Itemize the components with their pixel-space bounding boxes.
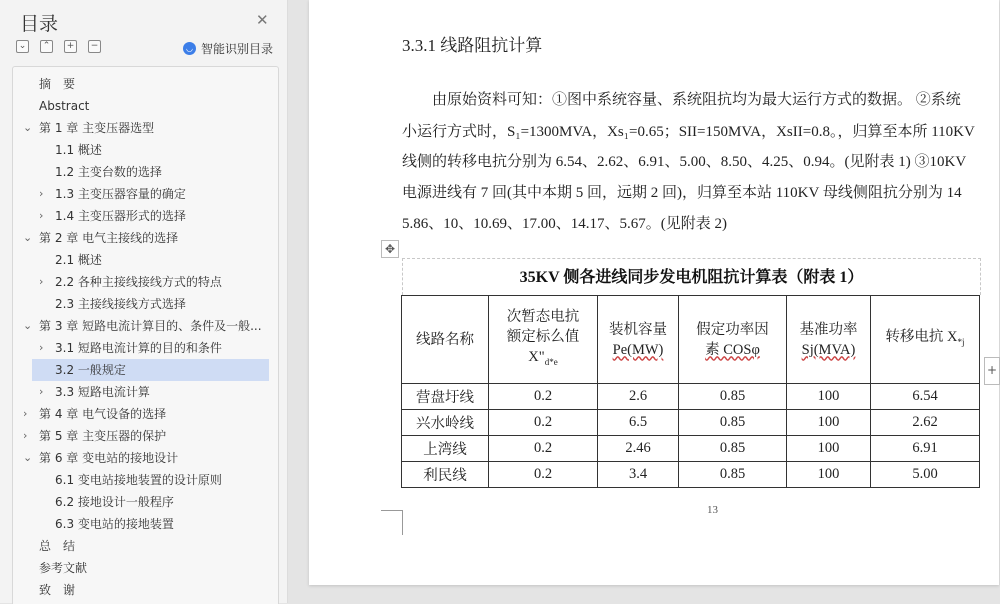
toc-item[interactable] <box>13 117 276 139</box>
collapse-all-icon[interactable]: ⌄ <box>16 40 29 53</box>
toc-item[interactable] <box>13 579 276 601</box>
smart-toc-icon: ◡ <box>183 42 196 55</box>
toc-item-label: 第 1 章 主变压器选型 <box>39 121 155 135</box>
document-page <box>309 0 999 585</box>
page-number: 13 <box>707 504 718 516</box>
table-cell: 0.85 <box>679 436 787 462</box>
smart-toc-label: 智能识别目录 <box>201 42 274 56</box>
toc-item[interactable] <box>13 293 276 315</box>
table-cell: 上湾线 <box>402 436 489 462</box>
paragraph-line: 电源进线有 7 回(其中本期 5 回，远期 2 回)，归算至本站 110KV 母线侧阻抗分别为 14 <box>402 185 962 201</box>
toc-item-label: 6.3 变电站的接地装置 <box>55 517 174 531</box>
table-cell: 0.85 <box>679 462 787 488</box>
table-cell: 0.85 <box>679 410 787 436</box>
toc-item-label: 3.2 一般规定 <box>55 363 126 377</box>
table-move-handle-icon[interactable]: ✥ <box>381 240 399 258</box>
table-cell: 2.46 <box>598 436 679 462</box>
toc-item-label: 摘 要 <box>39 77 76 91</box>
toc-item-label: 第 3 章 短路电流计算目的、条件及一般... <box>39 319 262 333</box>
toc-item[interactable] <box>13 381 276 403</box>
table-cell: 0.2 <box>489 436 598 462</box>
table-cell: 100 <box>787 436 871 462</box>
toc-item-label: 3.3 短路电流计算 <box>55 385 150 399</box>
paragraph-line: 5.86、10、10.69、17.00、14.17、5.67。(见附表 2) <box>402 216 727 232</box>
table-cell: 100 <box>787 462 871 488</box>
table-cell: 0.85 <box>679 384 787 410</box>
toc-item-label: Abstract <box>39 99 90 113</box>
toc-item[interactable] <box>32 359 269 381</box>
chevron-right-icon[interactable]: › <box>39 187 44 200</box>
close-icon[interactable]: ✕ <box>256 11 269 29</box>
chevron-right-icon[interactable]: › <box>39 385 44 398</box>
toc-item[interactable] <box>13 95 276 117</box>
header-cell: 装机容量 Pe(MW) <box>598 296 679 384</box>
table-cell: 0.2 <box>489 410 598 436</box>
table-cell: 5.00 <box>871 462 980 488</box>
paragraph-line: 小运行方式时，S₁=1300MVA，Xs₁=0.65；SII=150MVA，XsII=0.8。，归算至本所 110KV <box>402 124 975 140</box>
header-cell: 基准功率 Sj(MVA) <box>787 296 871 384</box>
chevron-right-icon[interactable]: › <box>23 407 28 420</box>
table-header-row <box>402 296 980 384</box>
toc-item-label: 致 谢 <box>39 583 76 597</box>
chevron-right-icon[interactable]: › <box>39 209 44 222</box>
table-cell: 0.2 <box>489 384 598 410</box>
toc-item-label: 第 6 章 变电站的接地设计 <box>39 451 179 465</box>
paragraph-line: 由原始资料可知：①图中系统容量、系统阻抗均为最大运行方式的数据。 ②系统 <box>402 92 961 108</box>
toc-item[interactable] <box>13 425 276 447</box>
table-cell: 2.6 <box>598 384 679 410</box>
table-row <box>402 384 980 410</box>
table-add-column-icon[interactable]: + <box>984 357 1000 385</box>
table-caption: 35KV 侧各进线同步发电机阻抗计算表（附表 1） <box>402 258 981 295</box>
table-cell: 100 <box>787 410 871 436</box>
toc-item-label: 参考文献 <box>39 561 88 575</box>
remove-icon[interactable]: − <box>88 40 101 53</box>
chevron-down-icon[interactable]: ⌄ <box>23 121 33 134</box>
toc-item-label: 6.2 接地设计一般程序 <box>55 495 174 509</box>
toc-item[interactable] <box>13 469 276 491</box>
table-body <box>402 384 980 488</box>
toc-item[interactable] <box>13 249 276 271</box>
page-corner-mark <box>381 510 403 535</box>
table-cell: 6.5 <box>598 410 679 436</box>
header-cell: 线路名称 <box>402 296 489 384</box>
toc-item-label: 第 4 章 电气设备的选择 <box>39 407 167 421</box>
toc-list <box>12 66 279 604</box>
data-table <box>401 295 980 488</box>
toc-item[interactable] <box>13 557 276 579</box>
table-cell: 3.4 <box>598 462 679 488</box>
toc-item-label: 第 2 章 电气主接线的选择 <box>39 231 179 245</box>
header-cell: 假定功率因 素 COSφ <box>679 296 787 384</box>
toc-item[interactable] <box>13 271 276 293</box>
table-cell: 6.54 <box>871 384 980 410</box>
toc-item-label: 6.1 变电站接地装置的设计原则 <box>55 473 222 487</box>
table-cell: 营盘圩线 <box>402 384 489 410</box>
table-cell: 2.62 <box>871 410 980 436</box>
sidebar-title: 目录 <box>20 13 59 35</box>
chevron-right-icon[interactable]: › <box>23 429 28 442</box>
expand-up-icon[interactable]: ⌃ <box>40 40 53 53</box>
toc-item-label: 1.4 主变压器形式的选择 <box>55 209 186 223</box>
table-cell: 利民线 <box>402 462 489 488</box>
header-cell: 转移电抗 $X_{*j}$ <box>871 296 980 384</box>
toc-item-label: 2.3 主接线接线方式选择 <box>55 297 186 311</box>
toc-item-label: 3.1 短路电流计算的目的和条件 <box>55 341 222 355</box>
toc-item[interactable] <box>13 139 276 161</box>
toc-item[interactable] <box>13 535 276 557</box>
toc-item-label: 第 5 章 主变压器的保护 <box>39 429 167 443</box>
smart-toc-button[interactable] <box>183 40 273 57</box>
toc-item[interactable] <box>13 513 276 535</box>
table-row <box>402 410 980 436</box>
table-cell: 0.2 <box>489 462 598 488</box>
toc-item[interactable] <box>13 205 276 227</box>
toc-item[interactable] <box>13 491 276 513</box>
toc-item-label: 1.1 概述 <box>55 143 102 157</box>
toc-item[interactable] <box>13 227 276 249</box>
section-heading: 3.3.1 线路阻抗计算 <box>402 36 543 55</box>
table-row <box>402 436 980 462</box>
table-cell: 100 <box>787 384 871 410</box>
table-row <box>402 462 980 488</box>
chevron-right-icon[interactable]: › <box>39 275 44 288</box>
toc-item[interactable] <box>13 447 276 469</box>
paragraph-line: 线侧的转移电抗分别为 6.54、2.62、6.91、5.00、8.50、4.25、0.94。(见附表 1) ③10KV <box>402 154 967 170</box>
toc-item[interactable] <box>13 403 276 425</box>
table-cell: 6.91 <box>871 436 980 462</box>
toc-item[interactable] <box>13 337 276 359</box>
chevron-down-icon[interactable]: ⌄ <box>23 451 33 464</box>
toc-item-label: 1.2 主变台数的选择 <box>55 165 162 179</box>
toc-sidebar <box>0 0 288 603</box>
toc-item[interactable] <box>13 161 276 183</box>
toc-item[interactable] <box>13 73 276 95</box>
toc-item-label: 2.2 各种主接线接线方式的特点 <box>55 275 222 289</box>
toc-item-label: 总 结 <box>39 539 76 553</box>
toc-item-label: 1.3 主变压器容量的确定 <box>55 187 186 201</box>
chevron-down-icon[interactable]: ⌄ <box>23 231 33 244</box>
table-cell: 兴水岭线 <box>402 410 489 436</box>
add-icon[interactable]: + <box>64 40 77 53</box>
toc-item-label: 2.1 概述 <box>55 253 102 267</box>
chevron-right-icon[interactable]: › <box>39 341 44 354</box>
toc-item[interactable] <box>13 315 276 337</box>
header-cell: 次暂态电抗 额定标么值 $X"_{d*e}$ <box>489 296 598 384</box>
chevron-down-icon[interactable]: ⌄ <box>23 319 33 332</box>
toc-item[interactable] <box>13 183 276 205</box>
